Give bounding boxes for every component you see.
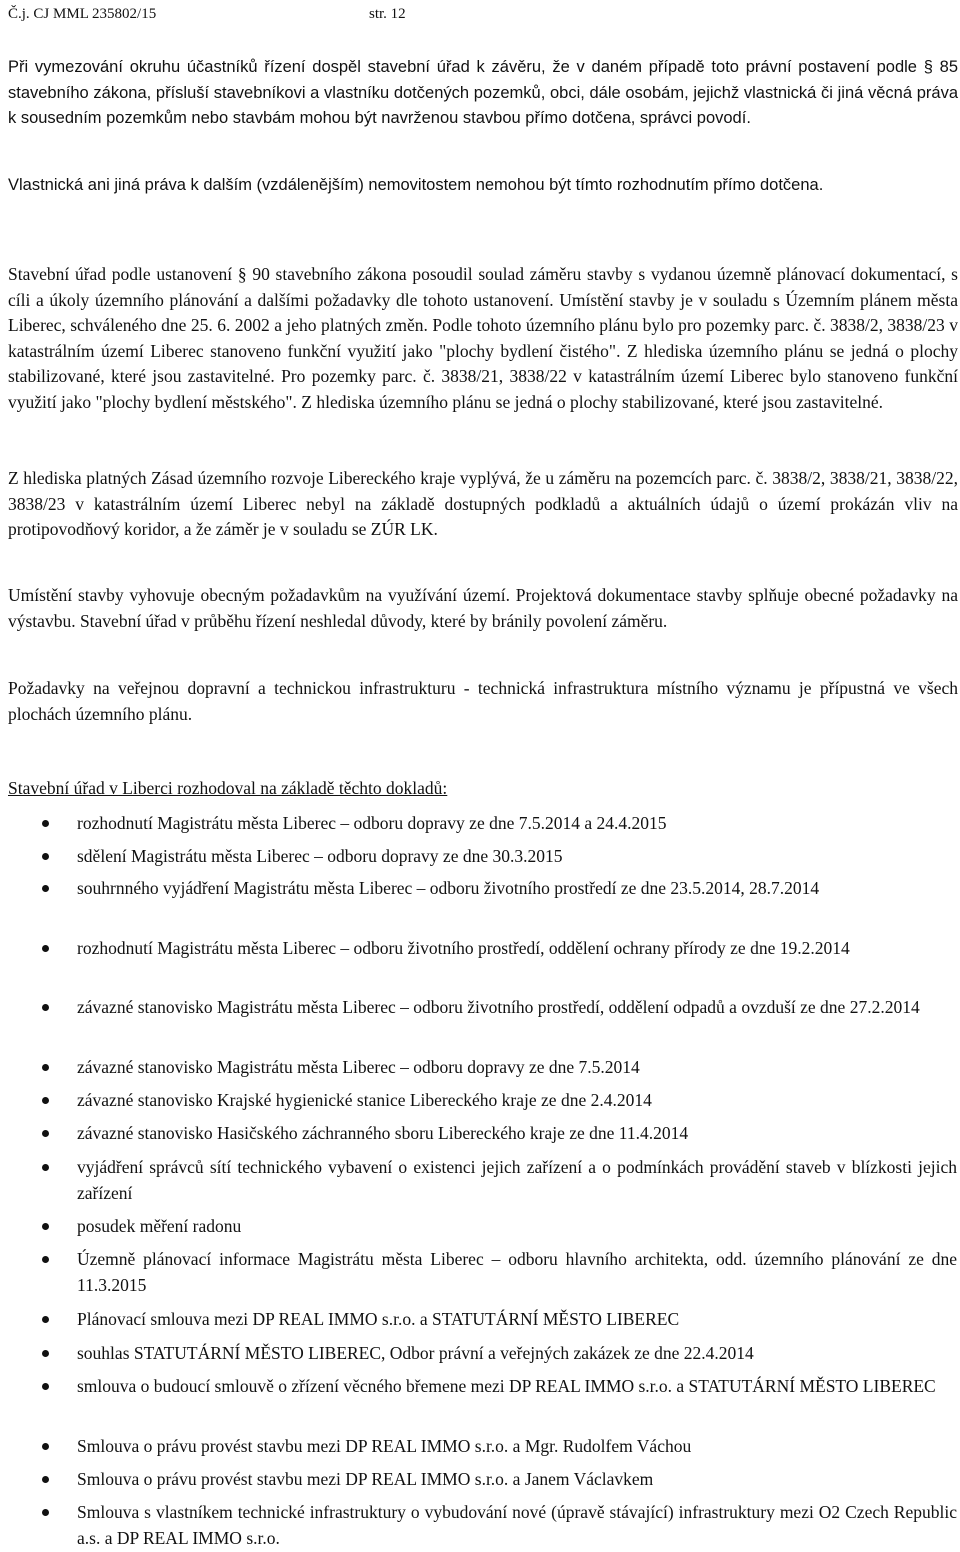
list-item: rozhodnutí Magistrátu města Liberec – odboru dopravy ze dne 7.5.2014 a 24.4.2015	[8, 810, 958, 836]
paragraph-property-rights: Vlastnická ani jiná práva k dalším (vzdálenějším) nemovitostem nemohou být tímto rozhodnutím přímo dotčena.	[8, 176, 824, 194]
list-item: posudek měření radonu	[8, 1213, 958, 1239]
documents-heading: Stavební úřad v Liberci rozhodoval na základě těchto dokladů:	[8, 778, 448, 798]
bullet-icon	[42, 1223, 49, 1230]
bullet-icon	[42, 1350, 49, 1357]
page-number: str. 12	[369, 6, 406, 22]
bullet-icon	[42, 885, 49, 892]
paragraph-zur-lk: Z hlediska platných Zásad územního rozvoje Libereckého kraje vyplývá, že u záměru na pozemcích parc. č. 3838/2, 3838/21, 3838/22, 3838/23 v katastrálním území Liberec nebyl na základě dostupných podkladů a aktuálních údajů o území prokázán vliv na protipovodňový koridor, a že záměr je v souladu se ZÚR LK.	[8, 468, 958, 539]
list-item: smlouva o budoucí smlouvě o zřízení věcného břemene mezi DP REAL IMMO s.r.o. a STATUTÁRNÍ MĚSTO LIBEREC	[8, 1373, 958, 1399]
bullet-icon	[42, 1164, 49, 1171]
list-item: závazné stanovisko Hasičského záchranného sboru Libereckého kraje ze dne 11.4.2014	[8, 1120, 958, 1146]
list-item: Smlouva o právu provést stavbu mezi DP REAL IMMO s.r.o. a Mgr. Rudolfem Váchou	[8, 1433, 958, 1459]
list-item: Územně plánovací informace Magistrátu města Liberec – odboru hlavního architekta, odd. územního plánování ze dne 11.3.2015	[8, 1246, 958, 1298]
bullet-icon	[42, 1130, 49, 1137]
bullet-icon	[42, 1509, 49, 1516]
bullet-icon	[42, 945, 49, 952]
bullet-icon	[42, 1004, 49, 1011]
list-item: sdělení Magistrátu města Liberec – odboru dopravy ze dne 30.3.2015	[8, 843, 958, 869]
bullet-icon	[42, 853, 49, 860]
bullet-icon	[42, 1476, 49, 1483]
list-item: Plánovací smlouva mezi DP REAL IMMO s.r.o. a STATUTÁRNÍ MĚSTO LIBEREC	[8, 1306, 958, 1332]
bullet-icon	[42, 1064, 49, 1071]
list-item: souhrnného vyjádření Magistrátu města Liberec – odboru životního prostředí ze dne 23.5.2014, 28.7.2014	[8, 875, 958, 901]
list-item: rozhodnutí Magistrátu města Liberec – odboru životního prostředí, oddělení ochrany přírody ze dne 19.2.2014	[8, 935, 958, 961]
paragraph-infrastructure: Požadavky na veřejnou dopravní a technickou infrastrukturu - technická infrastruktura místního významu je přípustná ve všech plochách územního plánu.	[8, 678, 958, 724]
bullet-icon	[42, 1443, 49, 1450]
list-item: závazné stanovisko Krajské hygienické stanice Libereckého kraje ze dne 2.4.2014	[8, 1087, 958, 1113]
list-item: Smlouva o právu provést stavbu mezi DP REAL IMMO s.r.o. a Janem Václavkem	[8, 1466, 958, 1492]
bullet-icon	[42, 1316, 49, 1323]
bullet-icon	[42, 1097, 49, 1104]
list-item: vyjádření správců sítí technického vybavení o existenci jejich zařízení a o podmínkách provádění staveb v blízkosti jejich zařízení	[8, 1154, 958, 1206]
list-item: závazné stanovisko Magistrátu města Liberec – odboru dopravy ze dne 7.5.2014	[8, 1054, 958, 1080]
paragraph-zoning-compliance: Stavební úřad podle ustanovení § 90 stavebního zákona posoudil soulad záměru stavby s vydanou územně plánovací dokumentací, s cíli a úkoly územního plánování a dalšími požadavky dle tohoto ustanovení. Umístění stavby je v souladu s Územním plánem města Liberec, schváleného dne 25. 6. 2002 a jeho platných změn. Podle tohoto územního plánu bylo pro pozemky parc. č. 3838/2, 3838/23 v katastrálním území Liberec stanoveno funkční využití jako "plochy bydlení čistého". Z hlediska územního plánu se jedná o plochy stabilizované, které jsou zastavitelné. Pro pozemky parc. č. 3838/21, 3838/22 v katastrálním území Liberec bylo stanoveno funkční využití jako "plochy bydlení městského". Z hlediska územního plánu se jedná o plochy stabilizované, které jsou zastavitelné.	[8, 264, 958, 412]
reference-number: Č.j. CJ MML 235802/15	[8, 6, 157, 22]
list-item: souhlas STATUTÁRNÍ MĚSTO LIBEREC, Odbor právní a veřejných zakázek ze dne 22.4.2014	[8, 1340, 958, 1366]
bullet-icon	[42, 820, 49, 827]
list-item: závazné stanovisko Magistrátu města Liberec – odboru životního prostředí, oddělení odpadů a ovzduší ze dne 27.2.2014	[8, 994, 958, 1020]
paragraph-requirements: Umístění stavby vyhovuje obecným požadavkům na využívání území. Projektová dokumentace stavby splňuje obecné požadavky na výstavbu. Stavební úřad v průběhu řízení neshledal důvody, které by bránily povolení záměru.	[8, 585, 958, 631]
list-item: Smlouva s vlastníkem technické infrastruktury o vybudování nové (úpravě stávající) infrastruktury mezi O2 Czech Republic a.s. a DP REAL IMMO s.r.o.	[8, 1499, 958, 1551]
bullet-icon	[42, 1256, 49, 1263]
paragraph-participants: Při vymezování okruhu účastníků řízení dospěl stavební úřad k závěru, že v daném případě toto právní postavení podle § 85 stavebního zákona, přísluší stavebníkovi a vlastníku dotčených pozemků, obci, dále osobám, jejichž vlastnická či jiná věcná práva k sousedním pozemkům nebo stavbám mohou být navrženou stavbou přímo dotčena, správci povodí.	[8, 58, 958, 127]
bullet-icon	[42, 1383, 49, 1390]
